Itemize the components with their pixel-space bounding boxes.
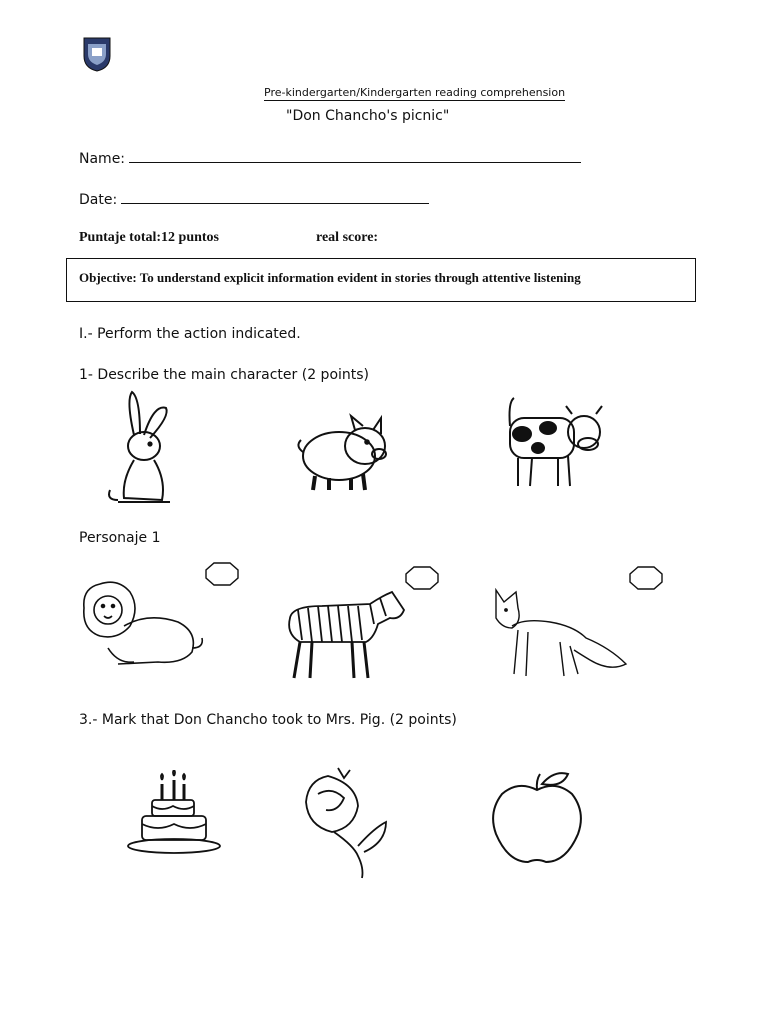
worksheet-subtitle: Pre-kindergarten/Kindergarten reading comprehension	[264, 86, 566, 99]
checkbox-zebra[interactable]	[405, 566, 439, 590]
worksheet-title: "Don Chancho's picnic"	[286, 108, 450, 124]
name-label: Name:	[79, 151, 126, 167]
cake-drawing[interactable]	[126, 770, 222, 856]
date-label: Date:	[79, 192, 118, 208]
checkbox-fox[interactable]	[629, 566, 663, 590]
school-logo	[82, 36, 112, 72]
rose-drawing[interactable]	[298, 766, 392, 880]
date-field	[79, 189, 429, 208]
apple-drawing[interactable]	[488, 770, 586, 866]
objective-text: Objective: To understand explicit information evident in stories through attentive listening	[79, 270, 581, 285]
objective-box	[66, 258, 696, 302]
total-score-label: Puntaje total:12 puntos	[79, 230, 220, 245]
pig-drawing[interactable]	[295, 412, 395, 494]
question-3-text: 3.- Mark that Don Chancho took to Mrs. Pig. (2 points)	[79, 712, 457, 728]
section-heading: I.- Perform the action indicated.	[79, 326, 301, 342]
fox-drawing[interactable]	[490, 588, 630, 680]
checkbox-lion[interactable]	[205, 562, 239, 586]
real-score-label: real score:	[316, 230, 379, 245]
cow-drawing[interactable]	[502, 396, 606, 490]
name-line[interactable]	[129, 148, 581, 163]
name-field	[79, 148, 581, 167]
question-1-text: 1- Describe the main character (2 points)	[79, 367, 370, 383]
zebra-drawing[interactable]	[282, 590, 408, 682]
lion-drawing[interactable]	[78, 578, 206, 670]
personaje-label: Personaje 1	[79, 530, 161, 546]
rabbit-drawing[interactable]	[104, 390, 176, 508]
date-line[interactable]	[121, 189, 429, 204]
